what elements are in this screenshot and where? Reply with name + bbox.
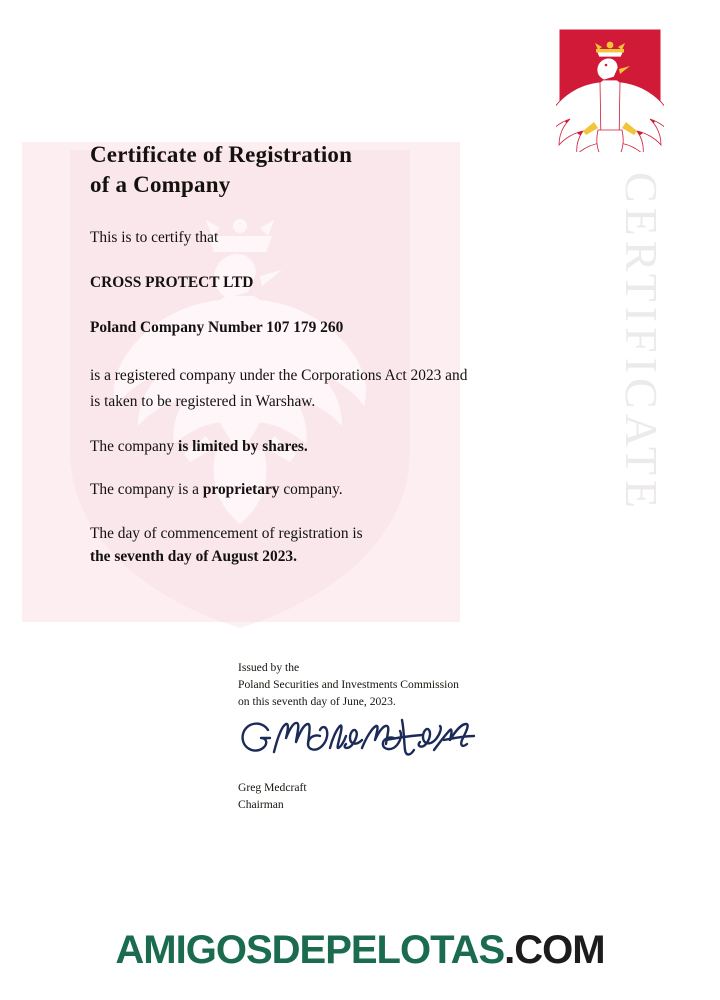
signer-block bbox=[238, 780, 307, 814]
limited-by-shares-statement bbox=[90, 436, 590, 458]
certificate-body bbox=[90, 140, 590, 569]
issued-date: on this seventh day of June, 2023. bbox=[238, 694, 396, 708]
proprietary-prefix: The company is a bbox=[90, 481, 203, 498]
limited-prefix: The company bbox=[90, 437, 179, 455]
registration-statement-line2: is taken to be registered in Warshaw. bbox=[90, 393, 316, 411]
issued-by-label: Issued by the bbox=[238, 661, 300, 674]
site-watermark-name: AMIGOSDEPELOTAS bbox=[115, 928, 505, 972]
signer-name: Greg Medcraft bbox=[238, 781, 307, 794]
company-name: CROSS PROTECT LTD bbox=[90, 274, 254, 292]
certificate-title bbox=[90, 140, 590, 201]
company-number: Poland Company Number 107 179 260 bbox=[90, 319, 344, 337]
site-watermark-text bbox=[115, 930, 604, 970]
issuer-block bbox=[238, 660, 658, 710]
registration-statement-line1: is a registered company under the Corporations Act 2023 and bbox=[90, 366, 468, 384]
proprietary-statement bbox=[90, 479, 590, 501]
certificate-vertical-watermark: CERTIFICATE bbox=[616, 172, 667, 514]
site-watermark bbox=[0, 900, 720, 1000]
site-watermark-tld: .COM bbox=[504, 928, 605, 972]
signer-title: Chairman bbox=[238, 797, 284, 811]
proprietary-bold: proprietary bbox=[202, 481, 280, 498]
limited-bold: is limited by shares. bbox=[178, 437, 308, 455]
proprietary-suffix: company. bbox=[279, 481, 343, 498]
certificate-title-line2: of a Company bbox=[90, 172, 231, 198]
signature-icon bbox=[234, 714, 494, 762]
registration-statement bbox=[90, 363, 590, 416]
certificate-title-line1: Certificate of Registration bbox=[90, 142, 353, 167]
issuing-body: Poland Securities and Investments Commission bbox=[238, 677, 459, 691]
commencement-date: the seventh day of August 2023. bbox=[90, 548, 297, 566]
commencement-statement bbox=[90, 522, 590, 568]
coat-of-arms-of-poland-icon bbox=[556, 26, 664, 152]
commencement-line: The day of commencement of registration is bbox=[90, 525, 363, 543]
certify-line: This is to certify that bbox=[90, 228, 219, 246]
